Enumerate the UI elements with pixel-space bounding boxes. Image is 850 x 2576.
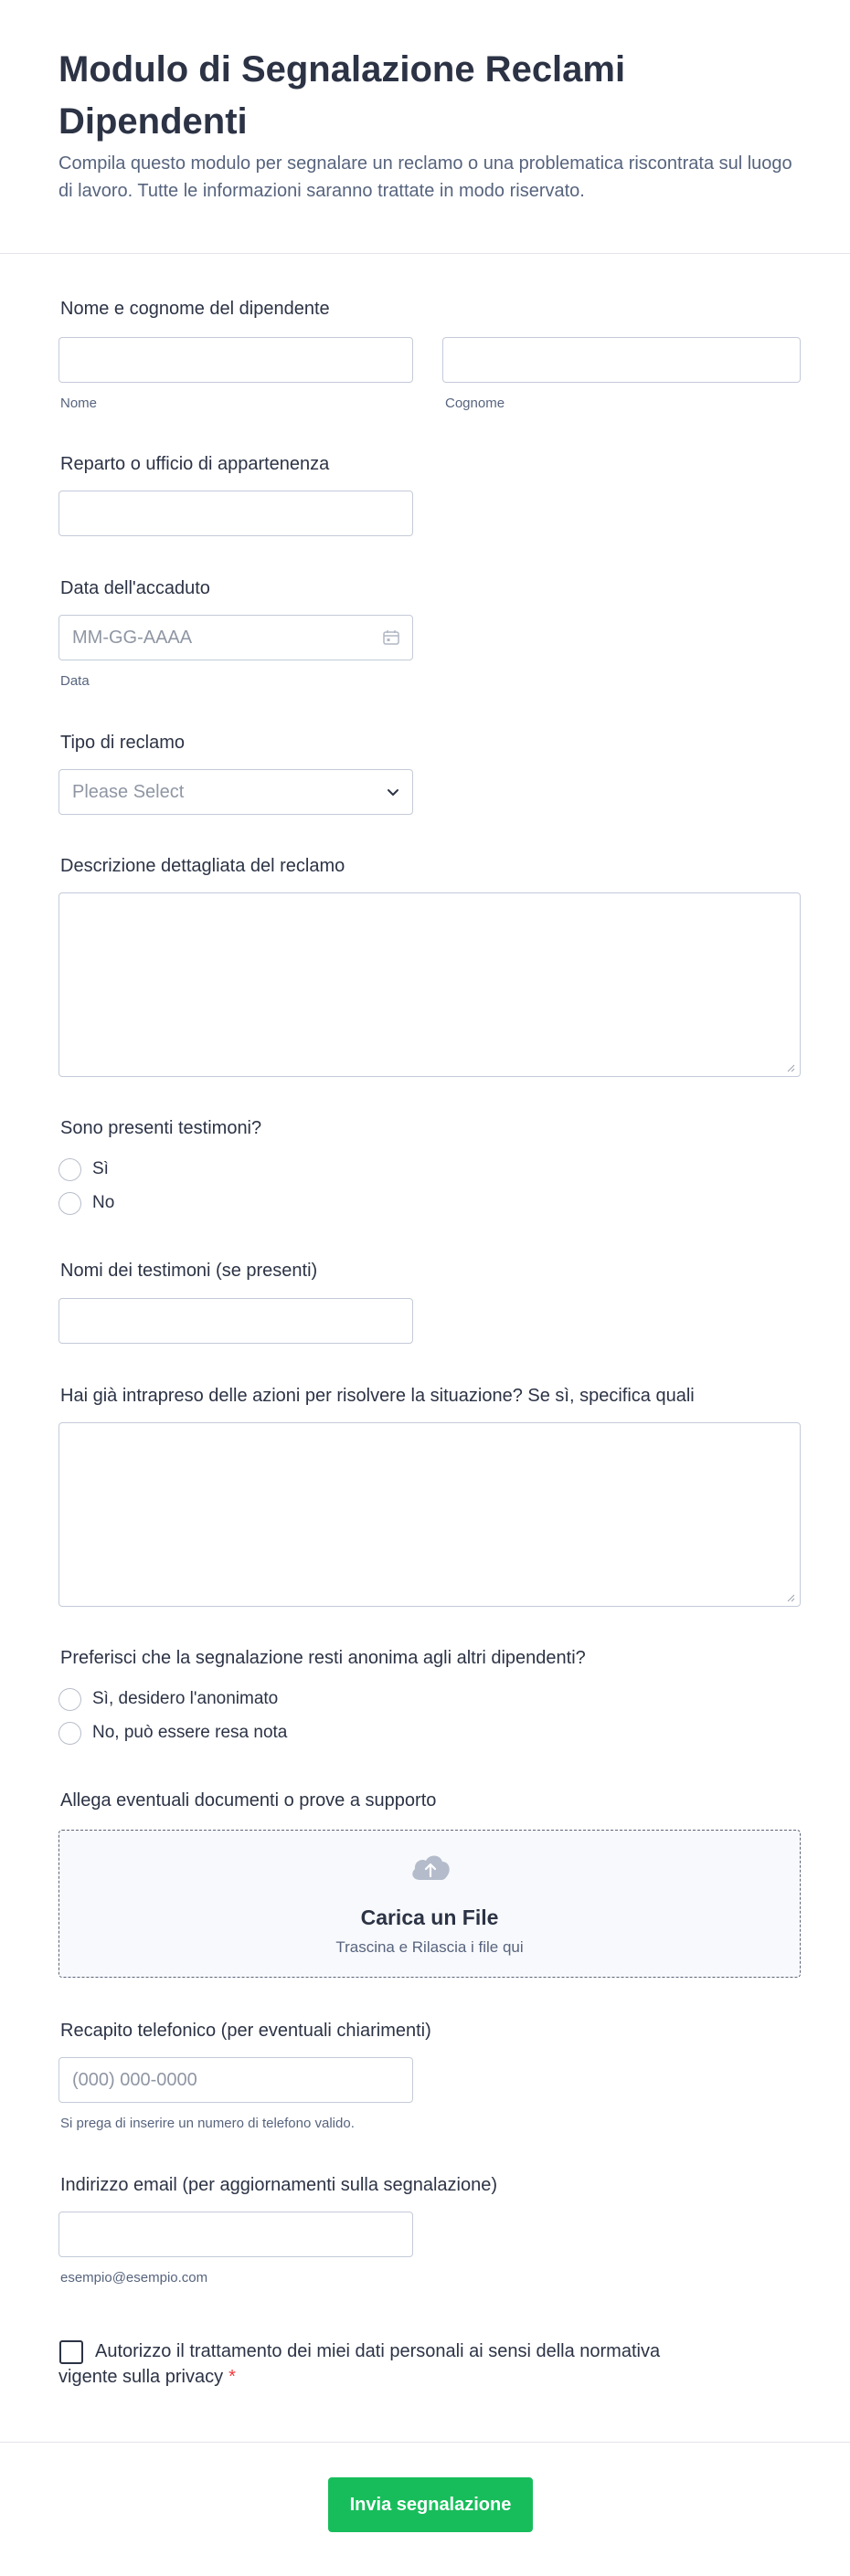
radio-button[interactable] — [58, 1158, 81, 1181]
form-header — [0, 0, 850, 254]
upload-title: Carica un File — [360, 1906, 499, 1929]
form-subtitle: Compila questo modulo per segnalare un reclamo o una problematica riscontrata sul luogo di lavoro. Tutte le informazioni saranno trattate in modo riservato. — [58, 153, 792, 201]
radio-label: Sì — [92, 1159, 109, 1178]
upload-label: Allega eventuali documenti o prove a supporto — [60, 1790, 437, 1811]
phone-sublabel: Si prega di inserire un numero di telefono valido. — [60, 2116, 355, 2131]
name-label: Nome e cognome del dipendente — [60, 299, 330, 319]
last-name-sublabel: Cognome — [445, 396, 505, 411]
email-label: Indirizzo email (per aggiornamenti sulla segnalazione) — [60, 2175, 498, 2195]
witness-names-input[interactable] — [58, 1298, 413, 1344]
radio-label: No, può essere resa nota — [92, 1723, 288, 1742]
submit-button[interactable]: Invia segnalazione — [328, 2477, 533, 2532]
phone-label: Recapito telefonico (per eventuali chiarimenti) — [60, 2021, 431, 2041]
description-label: Descrizione dettagliata del reclamo — [60, 856, 345, 876]
email-input[interactable] — [58, 2212, 413, 2257]
radio-button[interactable] — [58, 1192, 81, 1215]
phone-input[interactable] — [58, 2057, 413, 2103]
file-upload-dropzone[interactable] — [58, 1830, 801, 1978]
radio-label: No — [92, 1193, 115, 1212]
date-input[interactable] — [58, 615, 413, 660]
form-title: Modulo di Segnalazione Reclami Dipendenti — [58, 49, 626, 142]
witnesses-option-yes[interactable] — [58, 1156, 109, 1182]
last-name-input[interactable] — [442, 337, 801, 383]
resize-handle-icon[interactable] — [786, 1593, 795, 1602]
consent-checkbox[interactable] — [59, 2340, 83, 2364]
complaint-type-select[interactable] — [58, 769, 413, 815]
radio-button[interactable] — [58, 1722, 81, 1745]
radio-button[interactable] — [58, 1688, 81, 1711]
resize-handle-icon[interactable] — [786, 1063, 795, 1072]
first-name-input[interactable] — [58, 337, 413, 383]
radio-label: Sì, desidero l'anonimato — [92, 1689, 279, 1708]
consent-text: Autorizzo il trattamento dei miei dati personali ai sensi della normativa vigente sulla privacy — [58, 2341, 661, 2387]
description-textarea[interactable] — [58, 892, 801, 1077]
chevron-down-icon — [385, 785, 401, 801]
upload-subtitle: Trascina e Rilascia i file qui — [335, 1938, 524, 1956]
complaint-type-label: Tipo di reclamo — [60, 733, 185, 753]
anonymity-label: Preferisci che la segnalazione resti anonima agli altri dipendenti? — [60, 1648, 586, 1668]
complaint-type-placeholder: Please Select — [72, 782, 185, 802]
date-label: Data dell'accaduto — [60, 578, 210, 598]
calendar-icon[interactable] — [382, 628, 400, 647]
department-input[interactable] — [58, 491, 413, 536]
first-name-sublabel: Nome — [60, 396, 98, 411]
date-sublabel: Data — [60, 673, 90, 689]
actions-textarea[interactable] — [58, 1422, 801, 1607]
form-footer — [0, 2442, 850, 2576]
witness-names-label: Nomi dei testimoni (se presenti) — [60, 1261, 318, 1281]
cloud-upload-icon — [409, 1851, 452, 1884]
anonymity-option-yes[interactable] — [58, 1686, 278, 1712]
witnesses-label: Sono presenti testimoni? — [60, 1118, 262, 1138]
department-label: Reparto o ufficio di appartenenza — [60, 454, 330, 474]
consent-label — [58, 2338, 717, 2390]
email-sublabel: esempio@esempio.com — [60, 2270, 208, 2286]
required-mark: * — [228, 2367, 236, 2387]
actions-label: Hai già intrapreso delle azioni per risolvere la situazione? Se sì, specifica quali — [60, 1386, 695, 1406]
witnesses-option-no[interactable] — [58, 1190, 114, 1216]
anonymity-option-no[interactable] — [58, 1720, 287, 1746]
